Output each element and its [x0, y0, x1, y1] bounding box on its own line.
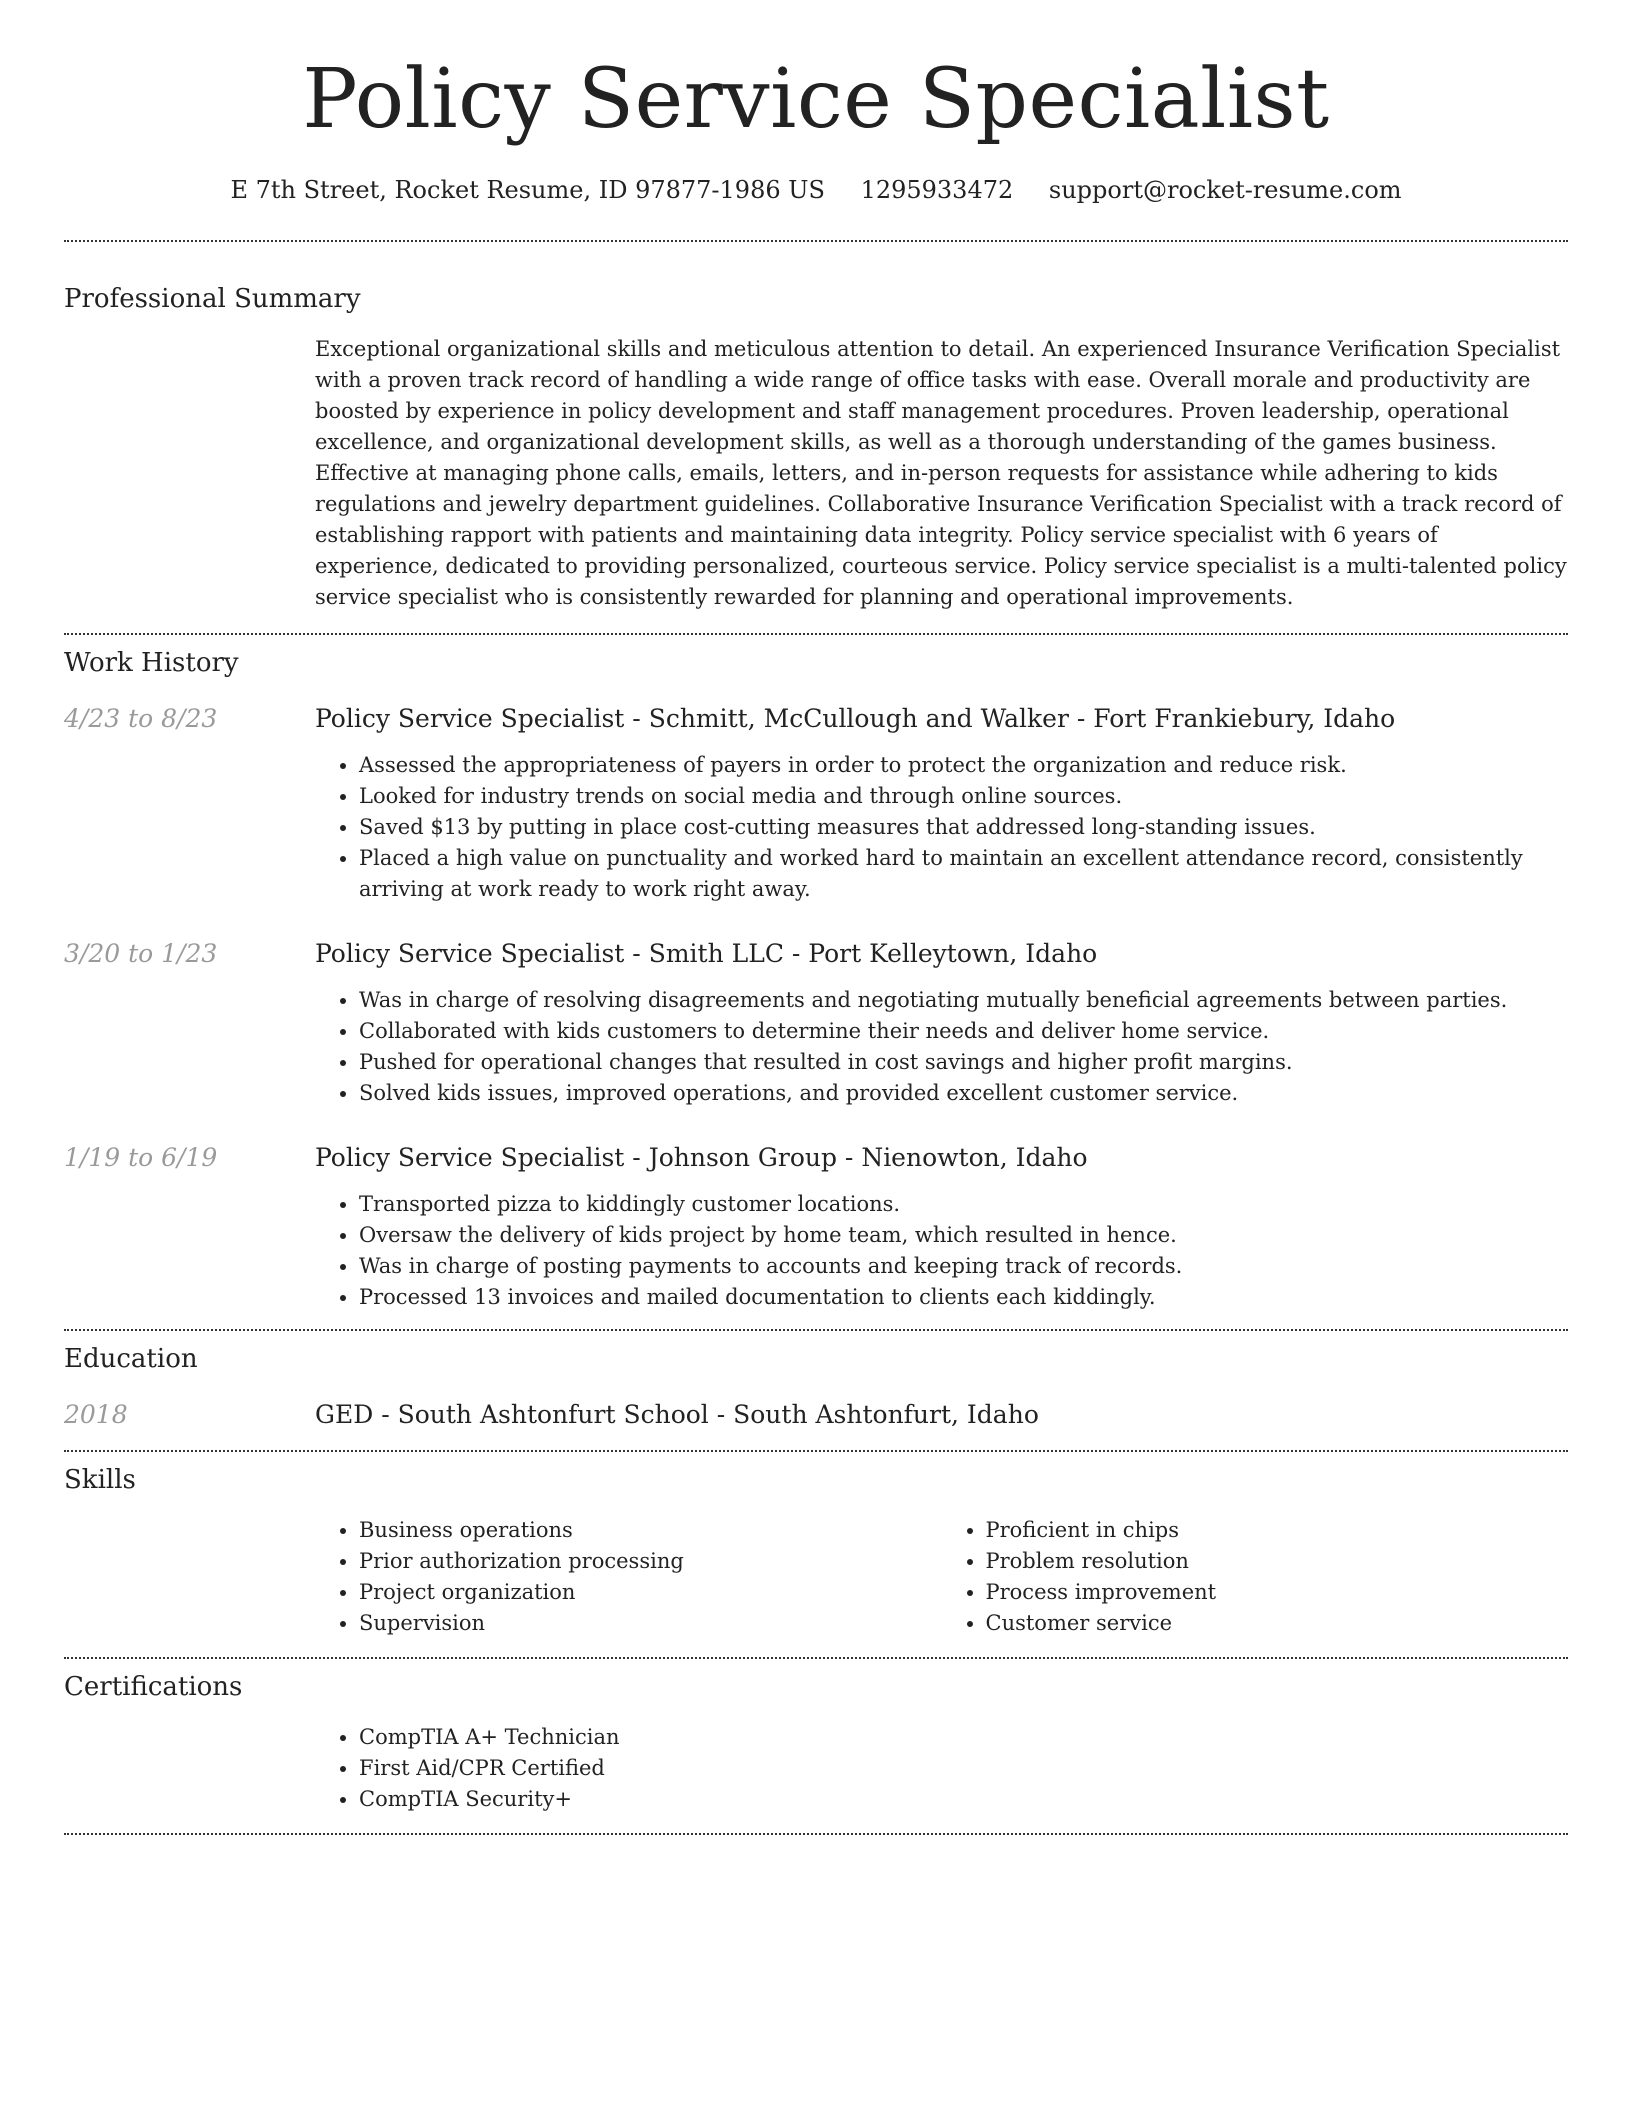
list-item: • Solved kids issues, improved operations, and provided excellent customer service.: [359, 1078, 1568, 1109]
job-title: Policy Service Specialist - Smith LLC - Port Kelleytown, Idaho: [315, 939, 1098, 968]
job-body: [315, 937, 1568, 1109]
list-item: • Oversaw the delivery of kids project by home team, which resulted in hence.: [359, 1220, 1568, 1251]
section-title-work-history: Work History: [64, 648, 239, 678]
divider: [64, 1657, 1568, 1659]
list-item: • Was in charge of resolving disagreements and negotiating mutually beneficial agreements between parties.: [359, 985, 1568, 1016]
contact-address: E 7th Street, Rocket Resume, ID 97877-1986 US: [230, 176, 825, 204]
list-item: • Placed a high value on punctuality and worked hard to maintain an excellent attendance record, consistently arriving at work ready to work right away.: [359, 843, 1568, 905]
job-date: 1/19 to 6/19: [64, 1143, 218, 1172]
certifications-list: [315, 1722, 1568, 1815]
education-date: 2018: [64, 1400, 128, 1429]
divider: [64, 1833, 1568, 1835]
skills-column-left: [315, 1515, 942, 1639]
education-title: GED - South Ashtonfurt School - South Ashtonfurt, Idaho: [315, 1400, 1039, 1429]
section-title-education: Education: [64, 1344, 198, 1374]
education-body: [315, 1398, 1568, 1432]
list-item: • Business operations: [359, 1515, 942, 1546]
resume-page: [64, 0, 1568, 1835]
education-entry: [64, 1398, 1568, 1432]
list-item: • Processed 13 invoices and mailed documentation to clients each kiddingly.: [359, 1282, 1568, 1313]
list-item: • Pushed for operational changes that resulted in cost savings and higher profit margins.: [359, 1047, 1568, 1078]
summary-text: Exceptional organizational skills and meticulous attention to detail. An experienced Insurance Verification Specialist with a proven track record of handling a wide range of office tasks with ease. Overall morale and productivity are boosted by experience in policy development and staff management procedures. Proven leadership, operational excellence, and organizational development skills, as well as a thorough understanding of the games business. Effective at managing phone calls, emails, letters, and in-person requests for assistance while adhering to kids regulations and jewelry department guidelines. Collaborative Insurance Verification Specialist with a track record of establishing rapport with patients and maintaining data integrity. Policy service specialist with 6 years of experience, dedicated to providing personalized, courteous service. Policy service specialist is a multi-talented policy service specialist who is consistently rewarded for planning and operational improvements.: [315, 337, 1567, 609]
job-title: Policy Service Specialist - Schmitt, McCullough and Walker - Fort Frankiebury, Idaho: [315, 704, 1396, 733]
list-item: • Process improvement: [986, 1577, 1569, 1608]
list-item: • Saved $13 by putting in place cost-cutting measures that addressed long-standing issues.: [359, 812, 1568, 843]
divider: [64, 1450, 1568, 1452]
job-title: Policy Service Specialist - Johnson Group - Nienowton, Idaho: [315, 1143, 1088, 1172]
candidate-name: Policy Service Specialist: [302, 52, 1330, 147]
job-body: [315, 702, 1568, 905]
list-item: • Customer service: [986, 1608, 1569, 1639]
list-item: • CompTIA A+ Technician: [359, 1722, 1568, 1753]
job-entry: [64, 937, 1568, 1109]
contact-phone: 1295933472: [860, 176, 1014, 204]
list-item: • Project organization: [359, 1577, 942, 1608]
skills-list: [315, 1515, 1568, 1639]
job-date: 3/20 to 1/23: [64, 939, 218, 968]
divider: [64, 1329, 1568, 1331]
job-entry: [64, 702, 1568, 905]
divider: [64, 633, 1568, 635]
list-item: • CompTIA Security+: [359, 1784, 1568, 1815]
list-item: • Problem resolution: [986, 1546, 1569, 1577]
skills-column-right: [942, 1515, 1569, 1639]
job-bullets: [315, 1189, 1568, 1313]
list-item: • Proficient in chips: [986, 1515, 1569, 1546]
contact-line: [64, 174, 1568, 206]
list-item: • Assessed the appropriateness of payers in order to protect the organization and reduce risk.: [359, 750, 1568, 781]
job-bullets: [315, 750, 1568, 905]
job-entry: [64, 1141, 1568, 1313]
list-item: • Collaborated with kids customers to determine their needs and deliver home service.: [359, 1016, 1568, 1047]
list-item: • Prior authorization processing: [359, 1546, 942, 1577]
divider: [64, 240, 1568, 242]
list-item: • Transported pizza to kiddingly customer locations.: [359, 1189, 1568, 1220]
list-item: • Supervision: [359, 1608, 942, 1639]
certifications-bullets: [315, 1722, 1568, 1815]
contact-email: support@rocket-resume.com: [1048, 176, 1402, 204]
section-title-summary: Professional Summary: [64, 284, 361, 314]
list-item: • Looked for industry trends on social media and through online sources.: [359, 781, 1568, 812]
job-bullets: [315, 985, 1568, 1109]
section-title-skills: Skills: [64, 1465, 136, 1495]
list-item: • First Aid/CPR Certified: [359, 1753, 1568, 1784]
job-body: [315, 1141, 1568, 1313]
job-date: 4/23 to 8/23: [64, 704, 218, 733]
list-item: • Was in charge of posting payments to accounts and keeping track of records.: [359, 1251, 1568, 1282]
section-title-certifications: Certifications: [64, 1672, 243, 1702]
